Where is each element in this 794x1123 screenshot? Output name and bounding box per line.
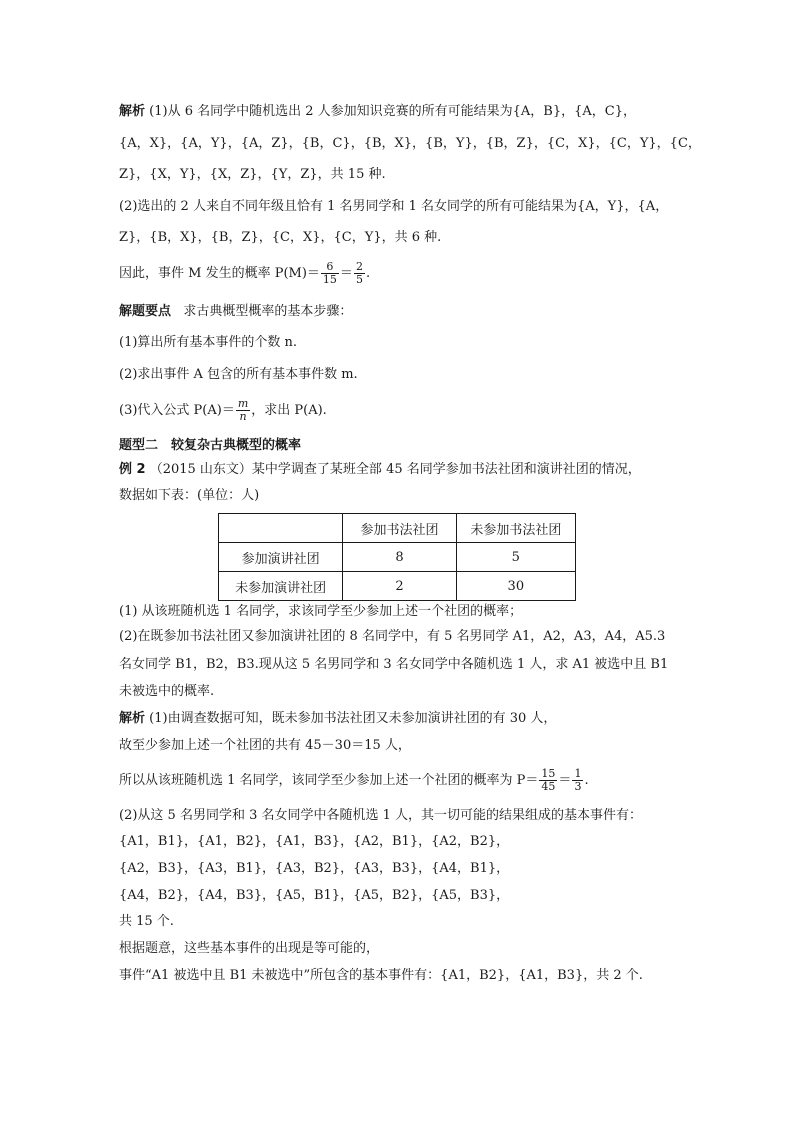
table-header-row bbox=[219, 514, 576, 543]
fraction-denominator: 3 bbox=[574, 780, 582, 793]
equals-sign: ＝ bbox=[339, 266, 353, 281]
example2-text-1: （2015 山东文）某中学调查了某班全部 45 名同学参加书法社团和演讲社团的情况， bbox=[149, 462, 641, 477]
solution2-text-1: (1)由调查数据可知，既未参加书法社团又未参加演讲社团的有 30 人， bbox=[149, 711, 557, 726]
solution1-probability bbox=[119, 261, 370, 286]
question-2-line2: 名女同学 B1，B2，B3.现从这 5 名男同学和 3 名女同学中各随机选 1 人，求 A1 被选中且 B1 bbox=[119, 657, 669, 672]
key-points-text: 求古典概型概率的基本步骤： bbox=[183, 304, 353, 319]
key-points-heading bbox=[119, 303, 352, 321]
solution2-line6: {A2，B3}，{A3，B1}，{A3，B2}，{A3，B3}，{A4，B1}， bbox=[119, 861, 510, 876]
table-row bbox=[219, 543, 576, 572]
fraction-m-n bbox=[236, 398, 250, 423]
fraction-6-15 bbox=[321, 261, 339, 286]
solution1-line3: Z}，{X，Y}，{X，Z}，{Y，Z}，共 15 种. bbox=[119, 167, 386, 182]
fraction-2-5 bbox=[354, 261, 365, 286]
fraction-numerator: 15 bbox=[541, 767, 556, 780]
solution2-line1 bbox=[119, 710, 556, 728]
table-cell: 2 bbox=[343, 572, 456, 601]
question-2-line3: 未被选中的概率. bbox=[119, 684, 215, 699]
table-header-cell: 未参加书法社团 bbox=[456, 514, 575, 543]
question-2-line1: (2)在既参加书法社团又参加演讲社团的 8 名同学中，有 5 名男同学 A1，A2，A3，A4，A5.3 bbox=[119, 629, 666, 644]
period: . bbox=[365, 266, 371, 281]
solution-label: 解析 bbox=[119, 104, 146, 119]
table-header-cell: 参加书法社团 bbox=[343, 514, 456, 543]
formula-post: ，求出 P(A). bbox=[251, 403, 327, 418]
solution2-line4: (2)从这 5 名男同学和 3 名女同学中各随机选 1 人，其一切可能的结果组成的基本事件有： bbox=[119, 808, 643, 823]
table-header-cell bbox=[219, 514, 343, 543]
fraction-numerator: m bbox=[237, 397, 249, 410]
table-cell: 参加演讲社团 bbox=[219, 543, 343, 572]
key-points-label: 解题要点 bbox=[119, 304, 172, 319]
table-row bbox=[219, 572, 576, 601]
table-cell: 5 bbox=[456, 543, 575, 572]
probability-text: 所以从该班随机选 1 名同学，该同学至少参加上述一个社团的概率为 P＝ bbox=[119, 773, 539, 788]
fraction-denominator: 5 bbox=[355, 273, 363, 286]
fraction-denominator: n bbox=[239, 410, 247, 423]
fraction-denominator: 15 bbox=[322, 273, 337, 286]
fraction-numerator: 1 bbox=[574, 767, 582, 780]
fraction-15-45 bbox=[539, 768, 557, 793]
equals-sign: ＝ bbox=[558, 773, 572, 788]
solution1-line2: {A，X}，{A，Y}，{A，Z}，{B，C}，{B，X}，{B，Y}，{B，Z}，{C，X}，{C，Y}，{C， bbox=[119, 136, 701, 151]
solution2-line9: 根据题意，这些基本事件的出现是等可能的， bbox=[119, 941, 380, 956]
solution2-line7: {A4，B2}，{A4，B3}，{A5，B1}，{A5，B2}，{A5，B3}， bbox=[119, 888, 510, 903]
formula-text: (3)代入公式 P(A)＝ bbox=[119, 403, 235, 418]
example2-line1 bbox=[119, 461, 641, 479]
table-cell: 未参加演讲社团 bbox=[219, 572, 343, 601]
fraction-numerator: 2 bbox=[355, 260, 363, 273]
solution2-line5: {A1，B1}，{A1，B2}，{A1，B3}，{A2，B1}，{A2，B2}， bbox=[119, 834, 510, 849]
question-1: (1) 从该班随机选 1 名同学，求该同学至少参加上述一个社团的概率； bbox=[119, 604, 523, 619]
solution-label: 解析 bbox=[119, 711, 146, 726]
key-step-3 bbox=[119, 398, 327, 423]
period: . bbox=[584, 773, 589, 788]
table-cell: 8 bbox=[343, 543, 456, 572]
probability-text: 因此，事件 M 发生的概率 P(M)＝ bbox=[119, 266, 320, 281]
solution2-line2: 故至少参加上述一个社团的共有 45－30＝15 人， bbox=[119, 738, 411, 753]
solution1-line4: (2)选出的 2 人来自不同年级且恰有 1 名男同学和 1 名女同学的所有可能结果为{A，Y}，{A， bbox=[119, 199, 669, 214]
solution1-line5: Z}，{B，X}，{B，Z}，{C，X}，{C，Y}，共 6 种. bbox=[119, 230, 442, 245]
example-label: 例 2 bbox=[119, 462, 146, 477]
fraction-denominator: 45 bbox=[541, 780, 556, 793]
solution2-probability bbox=[119, 768, 589, 793]
table-cell: 30 bbox=[456, 572, 575, 601]
fraction-numerator: 6 bbox=[321, 261, 339, 274]
survey-table bbox=[218, 513, 576, 601]
solution1-line1 bbox=[119, 103, 636, 121]
fraction-1-3 bbox=[572, 768, 583, 793]
solution2-line8: 共 15 个. bbox=[119, 914, 174, 929]
solution2-line10: 事件“A1 被选中且 B1 未被选中”所包含的基本事件有：{A1，B2}，{A1，B3}，共 2 个. bbox=[119, 968, 643, 983]
key-step-2: (2)求出事件 A 包含的所有基本事件数 m. bbox=[119, 367, 358, 382]
example2-line2: 数据如下表：(单位：人) bbox=[119, 488, 260, 503]
key-step-1: (1)算出所有基本事件的个数 n. bbox=[119, 335, 298, 350]
solution1-text-1: (1)从 6 名同学中随机选出 2 人参加知识竞赛的所有可能结果为{A，B}，{A，C}， bbox=[149, 104, 637, 119]
section-heading: 题型二 较复杂古典概型的概率 bbox=[119, 438, 302, 453]
